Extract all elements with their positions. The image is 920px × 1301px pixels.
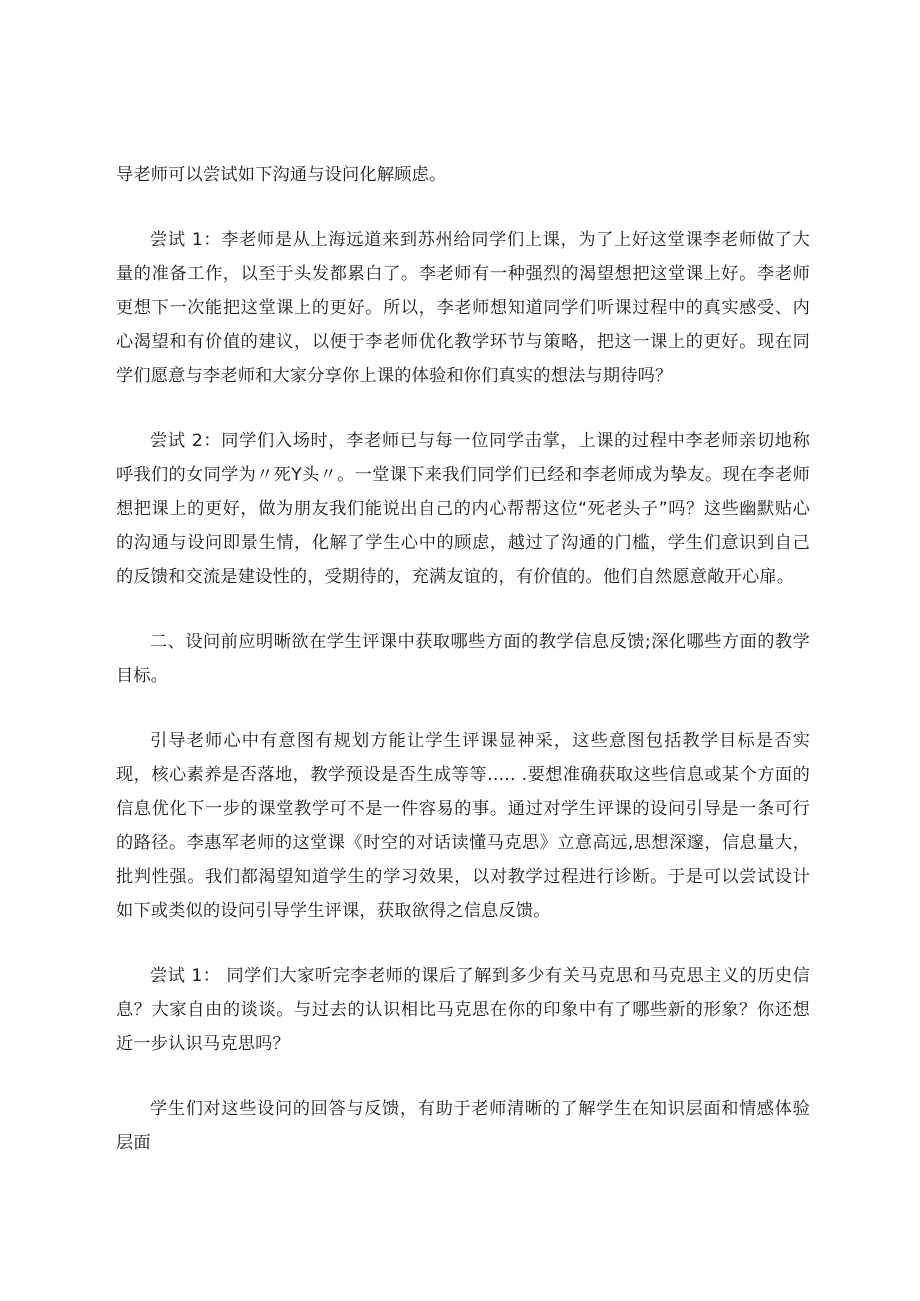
paragraph-continuation: 导老师可以尝试如下沟通与设问化解顾虑。 [116,165,447,185]
paragraph-attempt-1: 尝试 1：李老师是从上海远道来到苏州给同学们上课，为了上好这堂课李老师做了大量的准备工作，以至于头发都累白了。李老师有一种强烈的渴望想把这堂课上好。李老师更想下一次能把这堂课上的更好。所以，李老师想知道同学们听课过程中的真实感受、内心渴望和有价值的建议，以便于李老师优化教学环节与策略，把这一课上的更好。现在同学们愿意与李老师和大家分享你上课的体验和你们真实的想法与期待吗？ [116,230,810,386]
paragraph-attempt-2: 尝试 2：同学们入场时，李老师已与每一位同学击掌，上课的过程中李老师亲切地称呼我们的女同学为〃死Y头〃。一堂课下来我们同学们已经和李老师成为挚友。现在李老师想把课上的更好，做为朋友我们能说出自己的内心帮帮这位“死老头子”吗？这些幽默贴心的沟通与设问即景生情，化解了学生心中的顾虑，越过了沟通的门槛，学生们意识到自己的反馈和交流是建设性的，受期待的，充满友谊的，有价值的。他们自然愿意敞开心扉。 [116,431,810,587]
paragraph-guidance: 引导老师心中有意图有规划方能让学生评课显神采，这些意图包括教学目标是否实现，核心素养是否落地，教学预设是否生成等等….. .要想准确获取这些信息或某个方面的信息优化下一步的课堂教学可不是一件容易的事。通过对学生评课的设问引导是一条可行的路径。李惠军老师的这堂课《时空的对话读懂马克思》立意高远,思想深邃，信息量大，批判性强。我们都渴望知道学生的学习效果，以对教学过程进行诊断。于是可以尝试设计如下或类似的设问引导学生评课，获取欲得之信息反馈。 [116,731,810,921]
paragraph-student-feedback: 学生们对这些设问的回答与反馈，有助于老师清晰的了解学生在知识层面和情感体验层面 [116,1099,810,1153]
section-heading-2: 二、设问前应明晰欲在学生评课中获取哪些方面的教学信息反馈;深化哪些方面的教学目标。 [116,632,810,686]
paragraph-attempt-1-b: 尝试 1： 同学们大家听完李老师的课后了解到多少有关马克思和马克思主义的历史信息？大家自由的谈谈。与过去的认识相比马克思在你的印象中有了哪些新的形象？你还想近一步认识马克思吗？ [116,966,810,1054]
